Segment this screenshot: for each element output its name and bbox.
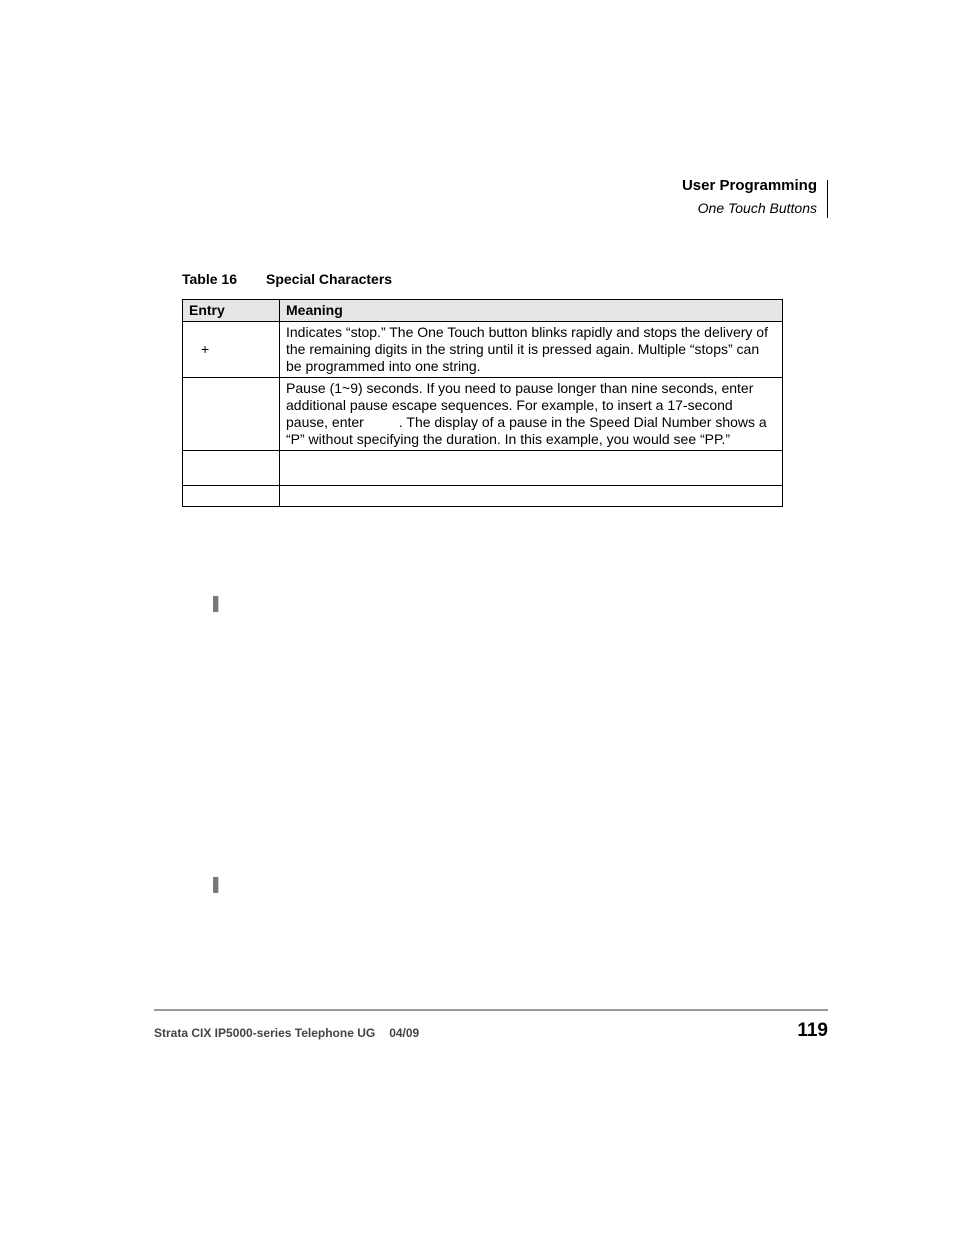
entry-cell	[183, 378, 280, 451]
meaning-cell: Indicates “stop.” The One Touch button blinks rapidly and stops the delivery of the remaining digits in the string until it is pressed again. Multiple “stops” can be programmed into one string.	[280, 322, 783, 378]
table-row	[183, 451, 783, 486]
entry-cell	[183, 451, 280, 486]
footer-document-title: Strata CIX IP5000-series Telephone UG	[154, 1026, 376, 1040]
table-caption	[182, 271, 392, 287]
step-arrow-icon: ❚	[209, 595, 223, 612]
meaning-text-part2: . The display of a pause in the Speed Dial Number shows a “P” without specifying the duration. In this example, you would see “PP.”	[286, 414, 767, 447]
meaning-cell	[280, 378, 783, 451]
meaning-cell	[280, 451, 783, 486]
footer-date: 04/09	[389, 1026, 420, 1040]
table-header-row	[183, 300, 783, 322]
header-rule	[827, 180, 828, 218]
page-number: 119	[797, 1020, 828, 1041]
footer-rule	[154, 1009, 828, 1011]
table-row	[183, 322, 783, 378]
entry-symbol: +	[201, 341, 210, 357]
section-subtitle: One Touch Buttons	[697, 200, 817, 216]
table-caption-number: Table 16	[182, 271, 237, 287]
special-characters-table	[182, 299, 783, 507]
footer	[154, 1026, 419, 1040]
section-title: User Programming	[681, 177, 817, 194]
running-header	[682, 176, 817, 218]
column-header-entry: Entry	[183, 300, 280, 322]
table-row	[183, 378, 783, 451]
entry-cell	[183, 486, 280, 507]
table-row	[183, 486, 783, 507]
column-header-meaning: Meaning	[280, 300, 783, 322]
meaning-cell	[280, 486, 783, 507]
entry-cell	[183, 322, 280, 378]
step-arrow-icon: ❚	[209, 876, 223, 893]
meaning-text-part1: Pause (1~9) seconds. If you need to pause longer than nine seconds, enter additional pause escape sequences. For example, to insert a 17-second pause, enter	[286, 380, 754, 430]
table-caption-title: Special Characters	[266, 271, 393, 287]
